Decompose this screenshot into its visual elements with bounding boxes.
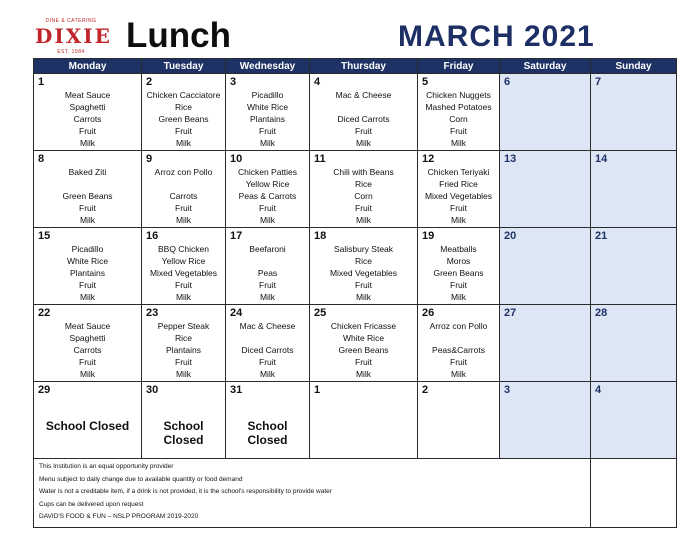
day-number: 14 bbox=[595, 153, 608, 165]
day-cell bbox=[310, 228, 418, 305]
day-cell bbox=[418, 151, 500, 228]
menu-item: Milk bbox=[175, 292, 192, 302]
menu-item: Fruit bbox=[450, 280, 467, 290]
menu-item: Spaghetti bbox=[69, 102, 106, 112]
menu-item: Plantains bbox=[70, 268, 105, 278]
menu-item: Fruit bbox=[355, 126, 372, 136]
weekday-header: Tuesday bbox=[142, 59, 226, 74]
day-number: 11 bbox=[314, 153, 326, 165]
day-number: 22 bbox=[38, 307, 51, 319]
menu-item bbox=[34, 178, 141, 190]
day-cell bbox=[500, 74, 591, 151]
menu-item: Mac & Cheese bbox=[239, 321, 296, 331]
day-cell bbox=[418, 382, 500, 459]
footer-note: DAVID'S FOOD & FUN – NSLP PROGRAM 2019-2020 bbox=[39, 513, 199, 520]
menu-item: Fruit bbox=[259, 280, 276, 290]
day-cell bbox=[34, 305, 142, 382]
day-cell bbox=[226, 151, 310, 228]
day-number: 24 bbox=[230, 307, 243, 319]
menu-item: Milk bbox=[79, 215, 96, 225]
day-cell bbox=[34, 228, 142, 305]
menu-items bbox=[310, 166, 417, 226]
menu-item: White Rice bbox=[66, 256, 109, 266]
menu-item: BBQ Chicken bbox=[157, 244, 210, 254]
weekday-header: Saturday bbox=[500, 59, 591, 74]
day-cell bbox=[310, 382, 418, 459]
weekday-header: Wednesday bbox=[226, 59, 310, 74]
page-title: Lunch bbox=[126, 16, 231, 55]
day-cell bbox=[310, 305, 418, 382]
menu-item: Milk bbox=[259, 138, 276, 148]
menu-item: Milk bbox=[355, 138, 372, 148]
menu-item: Green Beans bbox=[433, 268, 484, 278]
menu-item: Green Beans bbox=[158, 114, 209, 124]
day-number: 19 bbox=[422, 230, 435, 242]
day-cell bbox=[34, 151, 142, 228]
menu-item: Fruit bbox=[175, 203, 192, 213]
menu-item: Fried Rice bbox=[439, 179, 478, 189]
menu-item bbox=[310, 101, 417, 113]
menu-items bbox=[142, 166, 225, 226]
school-closed-label: School Closed bbox=[247, 419, 288, 447]
menu-item: Milk bbox=[450, 292, 467, 302]
menu-item: Meat Sauce bbox=[64, 321, 111, 331]
menu-item: Spaghetti bbox=[69, 333, 106, 343]
day-number: 15 bbox=[38, 230, 51, 242]
menu-item: Moros bbox=[446, 256, 471, 266]
day-number: 4 bbox=[595, 384, 602, 396]
menu-item: Milk bbox=[355, 292, 372, 302]
day-cell bbox=[142, 228, 226, 305]
menu-item: Rice bbox=[354, 179, 372, 189]
menu-item bbox=[142, 178, 225, 190]
week-row bbox=[34, 151, 677, 228]
day-number: 29 bbox=[38, 384, 51, 396]
menu-item: Picadillo bbox=[251, 90, 284, 100]
menu-item: Milk bbox=[259, 369, 276, 379]
menu-item: Chicken Fricasse bbox=[330, 321, 397, 331]
menu-item: White Rice bbox=[246, 102, 289, 112]
footer-note: This Institution is an equal opportunity provider bbox=[39, 463, 174, 470]
menu-item: Fruit bbox=[450, 126, 467, 136]
day-cell bbox=[418, 305, 500, 382]
menu-item: Picadillo bbox=[71, 244, 104, 254]
menu-item: Fruit bbox=[355, 203, 372, 213]
day-number: 27 bbox=[504, 307, 517, 319]
day-number: 3 bbox=[504, 384, 511, 396]
menu-item: Fruit bbox=[450, 203, 467, 213]
menu-items bbox=[226, 243, 309, 303]
footer-note: Water is not a creditable item, if a drink is not provided, it is the school's responsibility to provide water bbox=[39, 488, 332, 495]
day-cell bbox=[142, 151, 226, 228]
menu-items bbox=[226, 166, 309, 226]
day-cell bbox=[591, 305, 677, 382]
menu-item: Plantains bbox=[250, 114, 285, 124]
menu-item: Fruit bbox=[175, 280, 192, 290]
day-number: 30 bbox=[146, 384, 159, 396]
footer-note: Cups can be delivered upon request bbox=[39, 500, 144, 508]
weekday-header: Monday bbox=[34, 59, 142, 74]
lunch-calendar bbox=[33, 58, 677, 528]
weekday-header: Thursday bbox=[310, 59, 418, 74]
menu-item: Milk bbox=[79, 138, 96, 148]
logo-tagline-bottom: EST. 1984 bbox=[57, 49, 85, 55]
menu-item: Arroz con Pollo bbox=[429, 321, 488, 331]
menu-item: Rice bbox=[174, 333, 192, 343]
day-number: 1 bbox=[314, 384, 321, 396]
menu-item: Chicken Nuggets bbox=[426, 90, 491, 100]
menu-item: Plantains bbox=[166, 345, 201, 355]
menu-item: Beefaroni bbox=[249, 244, 286, 254]
menu-items bbox=[418, 166, 499, 226]
week-row bbox=[34, 74, 677, 151]
menu-item: Green Beans bbox=[62, 191, 113, 201]
day-number: 25 bbox=[314, 307, 327, 319]
day-cell bbox=[418, 228, 500, 305]
day-number: 9 bbox=[146, 153, 153, 165]
day-number: 12 bbox=[422, 153, 435, 165]
menu-item: Pepper Steak bbox=[157, 321, 210, 331]
menu-item: Fruit bbox=[259, 126, 276, 136]
dixie-logo bbox=[35, 18, 112, 58]
menu-item: Mixed Vegetables bbox=[149, 268, 218, 278]
day-cell bbox=[226, 74, 310, 151]
day-cell bbox=[310, 151, 418, 228]
menu-item: Chili with Beans bbox=[333, 167, 394, 177]
day-cell bbox=[591, 228, 677, 305]
day-cell bbox=[34, 74, 142, 151]
menu-item: Carrots bbox=[73, 345, 102, 355]
menu-item: Milk bbox=[259, 215, 276, 225]
menu-item: Milk bbox=[355, 369, 372, 379]
logo-tagline-top: DINE & CATERING bbox=[45, 18, 97, 24]
day-cell bbox=[591, 151, 677, 228]
day-number: 5 bbox=[422, 76, 429, 88]
weekday-header-row bbox=[34, 59, 677, 74]
day-cell bbox=[226, 305, 310, 382]
menu-item: Fruit bbox=[79, 126, 96, 136]
footer-row bbox=[34, 459, 677, 528]
menu-item: Corn bbox=[354, 191, 373, 201]
menu-item: Green Beans bbox=[338, 345, 389, 355]
menu-item: Mixed Vegetables bbox=[424, 191, 493, 201]
menu-item: Carrots bbox=[169, 191, 198, 201]
day-number: 4 bbox=[314, 76, 321, 88]
menu-item: Yellow Rice bbox=[161, 256, 206, 266]
footer-note: Menu subject to daily change due to available quantity or food demand bbox=[39, 475, 243, 483]
menu-item: Salisbury Steak bbox=[333, 244, 394, 254]
menu-item: Milk bbox=[450, 369, 467, 379]
menu-item: Diced Carrots bbox=[241, 345, 294, 355]
menu-item: Mac & Cheese bbox=[335, 90, 392, 100]
menu-items bbox=[34, 320, 141, 380]
menu-item: Milk bbox=[450, 215, 467, 225]
day-cell bbox=[500, 151, 591, 228]
day-number: 21 bbox=[595, 230, 608, 242]
menu-item: Corn bbox=[449, 114, 468, 124]
day-number: 31 bbox=[230, 384, 243, 396]
menu-item: Carrots bbox=[73, 114, 102, 124]
day-number: 18 bbox=[314, 230, 327, 242]
menu-item: Fruit bbox=[79, 280, 96, 290]
menu-item: Arroz con Pollo bbox=[154, 167, 213, 177]
week-row bbox=[34, 228, 677, 305]
menu-item: Fruit bbox=[175, 357, 192, 367]
day-number: 2 bbox=[146, 76, 153, 88]
menu-item: Rice bbox=[174, 102, 192, 112]
menu-items bbox=[418, 320, 499, 380]
menu-items bbox=[310, 243, 417, 303]
menu-item: Mashed Potatoes bbox=[425, 102, 492, 112]
week-row bbox=[34, 382, 677, 459]
day-number: 8 bbox=[38, 153, 45, 165]
menu-item: Fruit bbox=[259, 357, 276, 367]
menu-item bbox=[226, 255, 309, 267]
menu-item: Rice bbox=[354, 256, 372, 266]
menu-items bbox=[418, 243, 499, 303]
day-number: 3 bbox=[230, 76, 237, 88]
day-number: 10 bbox=[230, 153, 243, 165]
school-closed-label: School Closed bbox=[45, 419, 130, 433]
day-number: 13 bbox=[504, 153, 517, 165]
day-cell bbox=[500, 305, 591, 382]
day-number: 2 bbox=[422, 384, 429, 396]
menu-item: Milk bbox=[259, 292, 276, 302]
menu-item: Chicken Cacciatore bbox=[146, 90, 221, 100]
menu-items bbox=[142, 320, 225, 380]
menu-item: Milk bbox=[175, 138, 192, 148]
menu-item: Diced Carrots bbox=[337, 114, 390, 124]
day-cell bbox=[310, 74, 418, 151]
menu-items bbox=[142, 89, 225, 149]
menu-items bbox=[418, 89, 499, 149]
weekday-header: Sunday bbox=[591, 59, 677, 74]
menu-item: Fruit bbox=[175, 126, 192, 136]
menu-item: White Rice bbox=[342, 333, 385, 343]
menu-item bbox=[226, 332, 309, 344]
menu-items bbox=[310, 320, 417, 380]
menu-items bbox=[34, 243, 141, 303]
day-cell bbox=[418, 74, 500, 151]
menu-item: Peas bbox=[257, 268, 278, 278]
school-closed-label: School Closed bbox=[163, 419, 204, 447]
menu-item: Peas&Carrots bbox=[432, 345, 485, 355]
menu-item: Fruit bbox=[450, 357, 467, 367]
day-number: 17 bbox=[230, 230, 243, 242]
month-label: MARCH 2021 bbox=[398, 20, 595, 53]
menu-item: Chicken Patties bbox=[237, 167, 298, 177]
menu-item: Yellow Rice bbox=[245, 179, 290, 189]
menu-item: Fruit bbox=[79, 203, 96, 213]
menu-items bbox=[226, 320, 309, 380]
menu-item bbox=[418, 332, 499, 344]
menu-item: Meatballs bbox=[440, 244, 477, 254]
menu-items bbox=[34, 166, 141, 226]
menu-item: Milk bbox=[175, 215, 192, 225]
menu-item: Milk bbox=[79, 292, 96, 302]
menu-item: Milk bbox=[450, 138, 467, 148]
day-number: 16 bbox=[146, 230, 159, 242]
menu-items bbox=[226, 89, 309, 149]
menu-item: Mixed Vegetables bbox=[329, 268, 398, 278]
menu-item: Milk bbox=[79, 369, 96, 379]
footer-notes bbox=[34, 459, 591, 528]
day-cell bbox=[591, 382, 677, 459]
day-cell bbox=[34, 382, 142, 459]
day-cell bbox=[226, 382, 310, 459]
day-cell bbox=[142, 305, 226, 382]
menu-item: Fruit bbox=[355, 280, 372, 290]
menu-items bbox=[310, 89, 417, 149]
day-cell bbox=[142, 382, 226, 459]
menu-item: Fruit bbox=[355, 357, 372, 367]
day-number: 23 bbox=[146, 307, 159, 319]
menu-item: Fruit bbox=[259, 203, 276, 213]
day-number: 7 bbox=[595, 76, 602, 88]
footer-empty-cell bbox=[591, 459, 677, 528]
day-number: 20 bbox=[504, 230, 517, 242]
menu-item: Milk bbox=[175, 369, 192, 379]
day-cell bbox=[500, 382, 591, 459]
day-cell bbox=[591, 74, 677, 151]
day-number: 1 bbox=[38, 76, 45, 88]
day-cell bbox=[142, 74, 226, 151]
day-cell bbox=[226, 228, 310, 305]
day-number: 28 bbox=[595, 307, 608, 319]
menu-item: Baked Ziti bbox=[68, 167, 107, 177]
menu-item: Peas & Carrots bbox=[238, 191, 297, 201]
day-number: 26 bbox=[422, 307, 435, 319]
day-cell bbox=[500, 228, 591, 305]
menu-item: Milk bbox=[355, 215, 372, 225]
logo-name: DIXIE bbox=[35, 24, 112, 48]
menu-items bbox=[142, 243, 225, 303]
menu-item: Meat Sauce bbox=[64, 90, 111, 100]
menu-items bbox=[34, 89, 141, 149]
menu-item: Fruit bbox=[79, 357, 96, 367]
menu-item: Chicken Teriyaki bbox=[427, 167, 490, 177]
day-number: 6 bbox=[504, 76, 511, 88]
weekday-header: Friday bbox=[418, 59, 500, 74]
week-row bbox=[34, 305, 677, 382]
